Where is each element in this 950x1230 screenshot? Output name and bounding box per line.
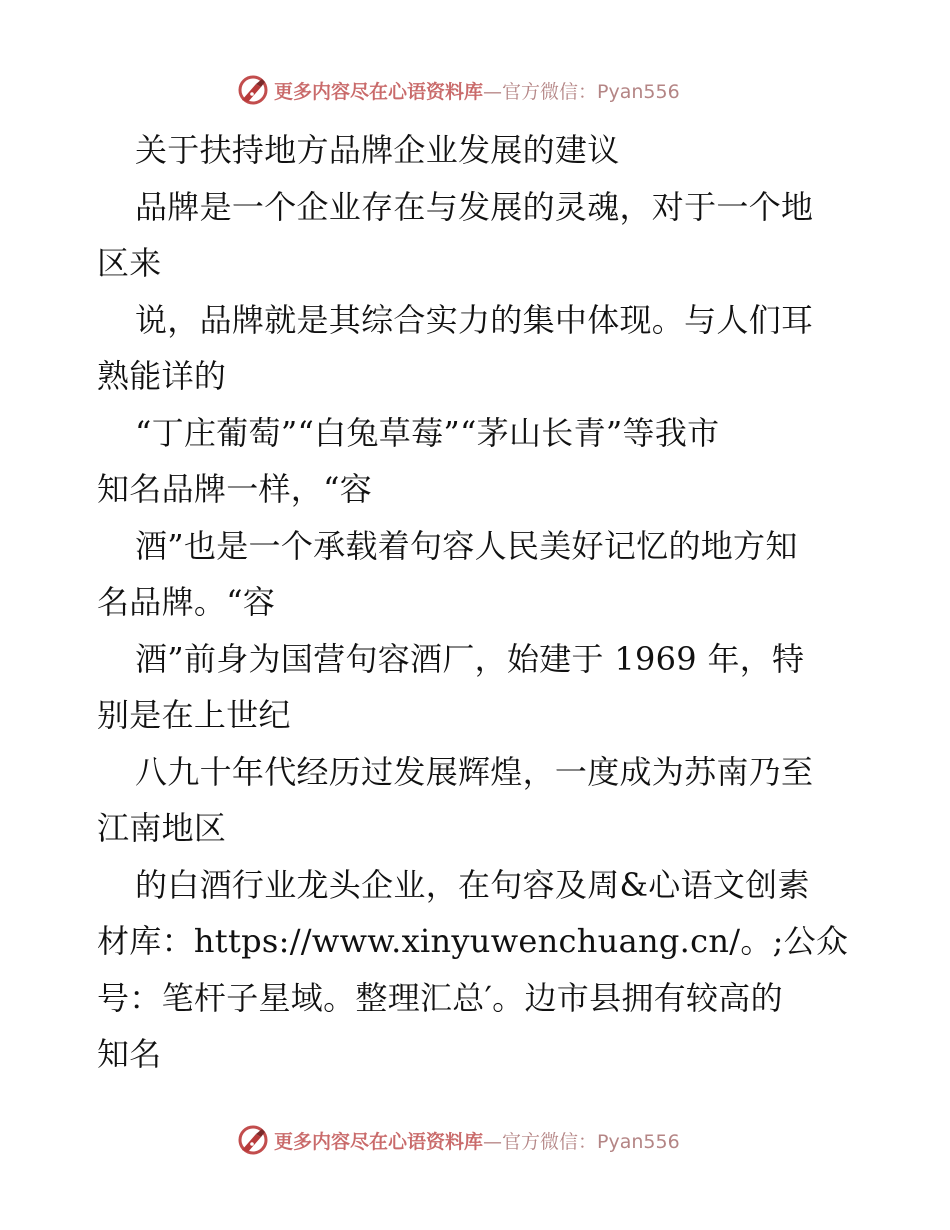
paragraph-line: 酒”前身为国营句容酒厂，始建于 1969 年，特 [135,639,805,678]
watermark-wechat-label: 官方微信： [502,1130,598,1153]
paragraph-line: 号：笔杆子星域。整理汇总′。边市县拥有较高的 [97,978,783,1017]
paragraph-line: 关于扶持地方品牌企业发展的建议 [135,131,620,169]
paragraph-line: 名品牌。“容 [97,583,276,621]
paragraph-line: 材库：https://www.xinyuwenchuang.cn/。;公众 [97,922,849,960]
pen-nib-logo-icon [236,73,270,107]
paragraph-line: 区来 [97,244,162,282]
watermark-text [274,1127,680,1154]
watermark-text [274,77,680,104]
paragraph-line: 品牌是一个企业存在与发展的灵魂，对于一个地 [135,187,814,226]
watermark-wechat-id: Pyan556 [597,1130,680,1153]
paragraph-line: 酒”也是一个承载着句容人民美好记忆的地方知 [135,526,798,565]
pen-nib-logo-icon [236,1123,270,1157]
footer-watermark-banner [236,1122,756,1158]
paragraph-line: 江南地区 [97,809,227,847]
paragraph-line: 的白酒行业龙头企业，在句容及周&心语文创素 [135,865,810,904]
paragraph-line: “丁庄葡萄”“白兔草莓”“茅山长青”等我市 [135,413,720,452]
watermark-prefix: 更多内容尽在心语资料库 [274,1130,484,1153]
watermark-dash: — [483,80,503,103]
watermark-prefix: 更多内容尽在心语资料库 [274,80,484,103]
watermark-wechat-id: Pyan556 [597,80,680,103]
paragraph-line: 知名品牌一样，“容 [97,470,373,508]
paragraph-line: 说，品牌就是其综合实力的集中体现。与人们耳 [135,300,814,339]
header-watermark-banner [236,72,756,108]
paragraph-line: 八九十年代经历过发展辉煌，一度成为苏南乃至 [135,752,814,791]
watermark-wechat-label: 官方微信： [502,80,598,103]
watermark-dash: — [483,1130,503,1153]
paragraph-line: 知名 [97,1035,162,1073]
paragraph-line: 熟能详的 [97,357,227,395]
document-body [97,122,867,1083]
paragraph-line: 别是在上世纪 [97,696,291,734]
